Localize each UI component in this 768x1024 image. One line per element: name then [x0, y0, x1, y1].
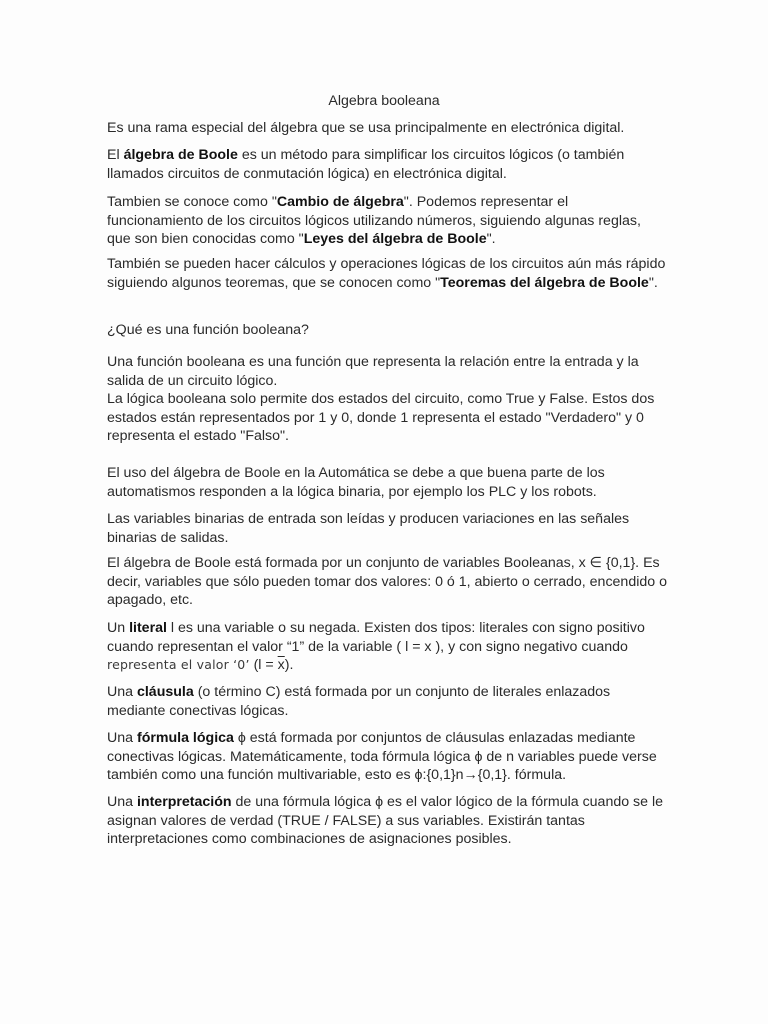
text-run: También se pueden hacer cálculos y operaciones lógicas de los circuitos aún más rápido siguiendo algunos teoremas, que se conocen como " [107, 256, 666, 291]
paragraph-text: El uso del álgebra de Boole en la Automática se debe a que buena parte de los automatismos responden a la lógica binaria, por ejemplo los PLC y los robots. [107, 465, 605, 500]
text-run: Una función booleana es una función que representa la relación entre la entrada y la salida de un circuito lógico. [107, 354, 639, 389]
paragraph-boole-algebra [107, 146, 667, 183]
text-run: Un [107, 620, 130, 636]
text-run: ). [284, 657, 294, 673]
bold-term: literal [129, 620, 167, 636]
paragraph-conjunto-variables [107, 554, 667, 610]
paragraph-automatica [107, 464, 667, 501]
bold-term: cláusula [136, 684, 194, 700]
bold-term: Teoremas del álgebra de Boole [440, 274, 649, 291]
paragraph-text: Es una rama especial del álgebra que se usa principalmente en electrónica digital. [107, 120, 625, 136]
text-run: es un método para simplificar los circuitos lógicos (o también llamados circuitos de conmutación lógica) en electrónica digital. [107, 147, 625, 182]
paragraph-interpretacion [107, 793, 667, 849]
text-run: La lógica booleana solo permite dos estados del circuito, como True y False. Estos dos estados están representados por 1 y 0, donde 1 representa el estado "Verdadero" y 0 representa el estado "Falso". [107, 391, 655, 444]
text-run: representa el valor ‘0’ [107, 657, 250, 672]
text-run: ". [486, 231, 496, 247]
document-title: Algebra booleana [328, 93, 440, 109]
bold-term: fórmula lógica [136, 730, 234, 746]
text-run: Tambien se conoce como " [107, 194, 277, 210]
question-heading [107, 321, 667, 340]
paragraph-literal [107, 619, 667, 675]
text-run: l es una variable o su negada. Existen dos tipos: literales con signo positivo cuando representan el valor “1” de la variable ( l = x ), y con signo negativo cuando [107, 620, 645, 655]
text-run: de una fórmula lógica ϕ es el valor lógico de la fórmula cuando se le asignan valores de verdad (TRUE / FALSE) a sus variables. Existirán tantas interpretaciones como combinaciones de asignaciones posibles. [107, 794, 664, 847]
text-run: (o término C) está formada por un conjunto de literales enlazados mediante conectivas lógicas. [107, 684, 611, 719]
text-run: Una [107, 684, 137, 700]
paragraph-formula-logica [107, 729, 667, 785]
paragraph-text: ¿Qué es una función booleana? [107, 322, 309, 338]
text-run: (l = [249, 657, 278, 673]
paragraph-cambio-algebra [107, 193, 667, 249]
bold-term: Leyes del álgebra de Boole [303, 231, 487, 247]
text-run: ". Podemos representar el funcionamiento de los circuitos lógicos utilizando números, siguiendo algunas reglas, que son bien conocidas como " [107, 194, 641, 247]
bold-term: álgebra de Boole [123, 147, 238, 163]
paragraph-clausula [107, 683, 667, 720]
negated-variable: $\overline{x}$ [277, 657, 285, 673]
paragraph-variables-binarias [107, 510, 667, 547]
text-run: El [107, 147, 124, 163]
text-run: Una [107, 730, 137, 746]
paragraph-text: El álgebra de Boole está formada por un conjunto de variables Booleanas, x ∈ {0,1}. Es decir, variables que sólo pueden tomar dos valores: 0 ó 1, abierto o cerrado, encendido o apagado, etc. [107, 555, 667, 608]
bold-term: Cambio de álgebra [276, 194, 404, 210]
text-run: Una [107, 794, 137, 810]
paragraph-boolean-function [107, 353, 667, 446]
text-run: ϕ está formada por conjuntos de cláusulas enlazadas mediante conectivas lógicas. Matemáticamente, toda fórmula lógica ϕ de n variables puede verse también como una función multivariable, esto es ϕ:{0,1}n→{0,1}. fórmula. [107, 730, 657, 783]
text-run: ". [648, 274, 658, 291]
bold-term: interpretación [136, 794, 232, 810]
paragraph-text: Las variables binarias de entrada son leídas y producen variaciones en las señales binarias de salidas. [107, 511, 630, 546]
paragraph-teoremas [107, 255, 667, 292]
paragraph-definition [107, 119, 667, 138]
